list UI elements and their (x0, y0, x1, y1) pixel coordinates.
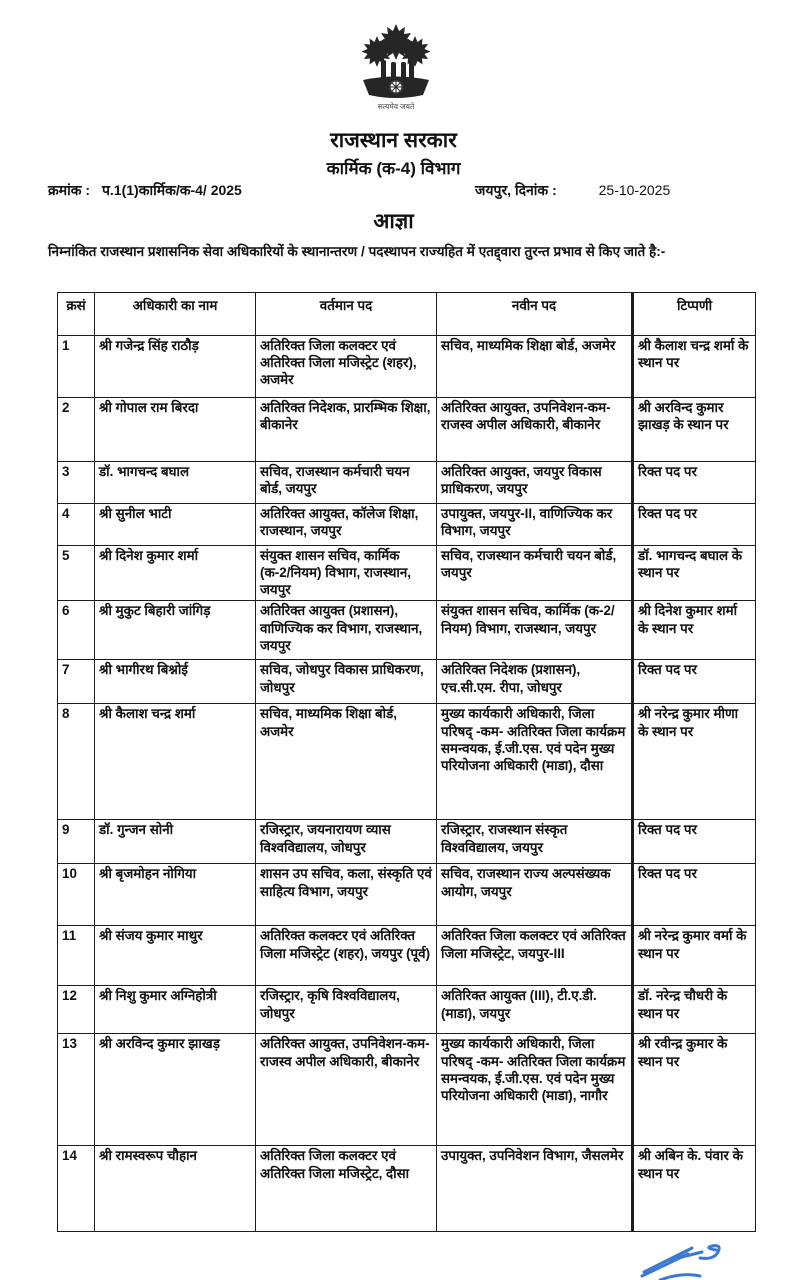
cell-remark: श्री नरेन्द्र कुमार मीणा के स्थान पर (633, 704, 756, 820)
cell-sno: 13 (58, 1034, 95, 1146)
reference-line (48, 181, 755, 200)
cell-current-post: अतिरिक्त जिला कलक्टर एवं अतिरिक्त जिला मजिस्ट्रेट (शहर), अजमेर (256, 336, 437, 398)
cell-remark: श्री रवीन्द्र कुमार के स्थान पर (633, 1034, 756, 1146)
table-row (58, 1146, 756, 1232)
cell-current-post: सचिव, माध्यमिक शिक्षा बोर्ड, अजमेर (256, 704, 437, 820)
table-row (58, 926, 756, 986)
table-row (58, 462, 756, 504)
cell-sno: 2 (58, 398, 95, 462)
col-header-remark: टिप्पणी (633, 293, 756, 336)
cell-remark: रिक्त पद पर (633, 864, 756, 926)
cell-current-post: संयुक्त शासन सचिव, कार्मिक (क-2/नियम) विभाग, राजस्थान, जयपुर (256, 546, 437, 601)
cell-sno: 8 (58, 704, 95, 820)
cell-new-post: सचिव, राजस्थान राज्य अल्पसंख्यक आयोग, जयपुर (437, 864, 633, 926)
cell-officer-name: श्री बृजमोहन नोगिया (95, 864, 256, 926)
cell-sno: 9 (58, 820, 95, 864)
cell-current-post: अतिरिक्त आयुक्त (प्रशासन), वाणिज्यिक कर विभाग, राजस्थान, जयपुर (256, 601, 437, 660)
cell-remark: रिक्त पद पर (633, 820, 756, 864)
order-title: आज्ञा (373, 210, 414, 233)
cell-sno: 1 (58, 336, 95, 398)
date-value: 25-10-2025 (598, 182, 671, 198)
transfer-table-body (58, 336, 756, 1232)
cell-sno: 6 (58, 601, 95, 660)
col-header-new-post: नवीन पद (437, 293, 633, 336)
table-row (58, 546, 756, 601)
table-row (58, 864, 756, 926)
transfer-table (57, 292, 756, 1232)
ashoka-emblem-icon (351, 20, 441, 112)
intro-paragraph: निम्नांकित राजस्थान प्रशासनिक सेवा अधिकारियों के स्थानान्तरण / पदस्थापन राज्यहित में एतद्द्वारा तुरन्त प्रभाव से किए जाते है:- (48, 244, 666, 259)
cell-current-post: सचिव, जोधपुर विकास प्राधिकरण, जोधपुर (256, 660, 437, 704)
signature-scribble (630, 1238, 750, 1280)
place-date-label: जयपुर, दिनांक : (475, 182, 557, 198)
cell-sno: 3 (58, 462, 95, 504)
cell-current-post: सचिव, राजस्थान कर्मचारी चयन बोर्ड, जयपुर (256, 462, 437, 504)
cell-new-post: रजिस्ट्रार, राजस्थान संस्कृत विश्वविद्यालय, जयपुर (437, 820, 633, 864)
cell-sno: 11 (58, 926, 95, 986)
cell-sno: 7 (58, 660, 95, 704)
cell-current-post: अतिरिक्त निदेशक, प्रारम्भिक शिक्षा, बीकानेर (256, 398, 437, 462)
ref-number-label: क्रमांक : (48, 182, 91, 198)
cell-remark: श्री अबिन के. पंवार के स्थान पर (633, 1146, 756, 1232)
cell-sno: 4 (58, 504, 95, 546)
cell-officer-name: श्री दिनेश कुमार शर्मा (95, 546, 256, 601)
cell-officer-name: श्री मुकुट बिहारी जांगिड़ (95, 601, 256, 660)
cell-new-post: सचिव, माध्यमिक शिक्षा बोर्ड, अजमेर (437, 336, 633, 398)
cell-officer-name: डॉ. भागचन्द बघाल (95, 462, 256, 504)
cell-new-post: उपायुक्त, जयपुर-II, वाणिज्यिक कर विभाग, जयपुर (437, 504, 633, 546)
table-row (58, 660, 756, 704)
cell-new-post: अतिरिक्त आयुक्त (III), टी.ए.डी. (माडा), जयपुर (437, 986, 633, 1034)
government-title: राजस्थान सरकार (330, 129, 457, 152)
cell-new-post: सचिव, राजस्थान कर्मचारी चयन बोर्ड, जयपुर (437, 546, 633, 601)
emblem-motto: सत्यमेव जयते (377, 102, 415, 111)
cell-remark: रिक्त पद पर (633, 660, 756, 704)
table-header-row (58, 293, 756, 336)
cell-remark: रिक्त पद पर (633, 462, 756, 504)
cell-new-post: मुख्य कार्यकारी अधिकारी, जिला परिषद् -कम- अतिरिक्त जिला कार्यक्रम समन्वयक, ई.जी.एस. एवं पदेन मुख्य परियोजना अधिकारी (माडा), नागौर (437, 1034, 633, 1146)
table-row (58, 601, 756, 660)
cell-officer-name: श्री भागीरथ बिश्नोई (95, 660, 256, 704)
table-row (58, 398, 756, 462)
cell-remark: डॉ. नरेन्द्र चौधरी के स्थान पर (633, 986, 756, 1034)
col-header-name: अधिकारी का नाम (95, 293, 256, 336)
table-row (58, 704, 756, 820)
cell-current-post: अतिरिक्त आयुक्त, उपनिवेशन-कम-राजस्व अपील अधिकारी, बीकानेर (256, 1034, 437, 1146)
table-row (58, 820, 756, 864)
cell-officer-name: श्री कैलाश चन्द्र शर्मा (95, 704, 256, 820)
cell-new-post: उपायुक्त, उपनिवेशन विभाग, जैसलमेर (437, 1146, 633, 1232)
cell-new-post: अतिरिक्त आयुक्त, जयपुर विकास प्राधिकरण, जयपुर (437, 462, 633, 504)
cell-officer-name: श्री संजय कुमार माथुर (95, 926, 256, 986)
cell-new-post: मुख्य कार्यकारी अधिकारी, जिला परिषद् -कम- अतिरिक्त जिला कार्यक्रम समन्वयक, ई.जी.एस. एवं पदेन मुख्य परियोजना अधिकारी (माडा), दौसा (437, 704, 633, 820)
cell-officer-name: श्री गजेन्द्र सिंह राठौड़ (95, 336, 256, 398)
cell-officer-name: श्री गोपाल राम बिरदा (95, 398, 256, 462)
cell-officer-name: श्री सुनील भाटी (95, 504, 256, 546)
cell-current-post: अतिरिक्त जिला कलक्टर एवं अतिरिक्त जिला मजिस्ट्रेट, दौसा (256, 1146, 437, 1232)
cell-remark: श्री अरविन्द कुमार झाखड़ के स्थान पर (633, 398, 756, 462)
cell-current-post: रजिस्ट्रार, जयनारायण व्यास विश्वविद्यालय, जोधपुर (256, 820, 437, 864)
cell-current-post: शासन उप सचिव, कला, संस्कृति एवं साहित्य विभाग, जयपुर (256, 864, 437, 926)
cell-new-post: अतिरिक्त जिला कलक्टर एवं अतिरिक्त जिला मजिस्ट्रेट, जयपुर-III (437, 926, 633, 986)
place-date (475, 181, 755, 200)
cell-sno: 12 (58, 986, 95, 1034)
cell-current-post: अतिरिक्त कलक्टर एवं अतिरिक्त जिला मजिस्ट्रेट (शहर), जयपुर (पूर्व) (256, 926, 437, 986)
department-title: कार्मिक (क-4) विभाग (326, 159, 461, 178)
table-row (58, 504, 756, 546)
cell-sno: 10 (58, 864, 95, 926)
table-row (58, 336, 756, 398)
cell-remark: डॉ. भागचन्द बघाल के स्थान पर (633, 546, 756, 601)
col-header-sno: क्रसं (58, 293, 95, 336)
cell-new-post: संयुक्त शासन सचिव, कार्मिक (क-2/नियम) विभाग, राजस्थान, जयपुर (437, 601, 633, 660)
cell-current-post: अतिरिक्त आयुक्त, कॉलेज शिक्षा, राजस्थान, जयपुर (256, 504, 437, 546)
cell-officer-name: डॉ. गुन्जन सोनी (95, 820, 256, 864)
cell-officer-name: श्री निशु कुमार अग्निहोत्री (95, 986, 256, 1034)
cell-remark: श्री नरेन्द्र कुमार वर्मा के स्थान पर (633, 926, 756, 986)
cell-new-post: अतिरिक्त निदेशक (प्रशासन), एच.सी.एम. रीपा, जोधपुर (437, 660, 633, 704)
col-header-current-post: वर्तमान पद (256, 293, 437, 336)
cell-remark: श्री दिनेश कुमार शर्मा के स्थान पर (633, 601, 756, 660)
cell-remark: श्री कैलाश चन्द्र शर्मा के स्थान पर (633, 336, 756, 398)
table-row (58, 1034, 756, 1146)
ref-number-value: प.1(1)कार्मिक/क-4/ 2025 (101, 182, 242, 198)
cell-remark: रिक्त पद पर (633, 504, 756, 546)
cell-sno: 5 (58, 546, 95, 601)
table-row (58, 986, 756, 1034)
cell-sno: 14 (58, 1146, 95, 1232)
cell-current-post: रजिस्ट्रार, कृषि विश्वविद्यालय, जोधपुर (256, 986, 437, 1034)
cell-new-post: अतिरिक्त आयुक्त, उपनिवेशन-कम-राजस्व अपील अधिकारी, बीकानेर (437, 398, 633, 462)
cell-officer-name: श्री अरविन्द कुमार झाखड़ (95, 1034, 256, 1146)
cell-officer-name: श्री रामस्वरूप चौहान (95, 1146, 256, 1232)
